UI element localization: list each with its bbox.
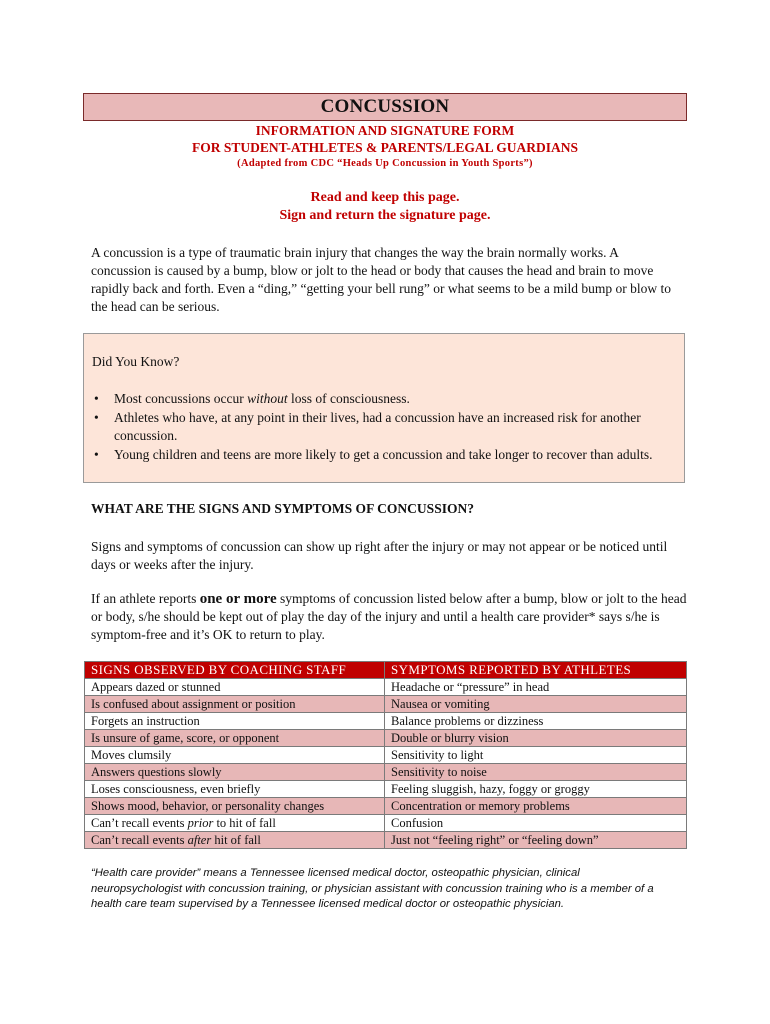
athlete-symptoms-header: SYMPTOMS REPORTED BY ATHLETES bbox=[385, 662, 687, 679]
sign-cell: Forgets an instruction bbox=[85, 713, 385, 730]
table-row bbox=[85, 696, 687, 713]
bullet-icon: • bbox=[94, 391, 99, 406]
sign-text-end: hit of fall bbox=[211, 833, 261, 847]
sign-text-end: to hit of fall bbox=[213, 816, 276, 830]
bullet-icon: • bbox=[94, 447, 99, 462]
health-care-provider-footnote: “Health care provider” means a Tennessee licensed medical doctor, osteopathic physician, clinical neuropsychologist with concussion training, or physician assistant with concussion training who is a member of a health care team supervised by a Tennessee licensed medical doctor or osteopathic physician. bbox=[91, 867, 654, 910]
table-row bbox=[85, 747, 687, 764]
instruction-read-keep: Read and keep this page. bbox=[310, 190, 460, 205]
symptom-cell: Confusion bbox=[385, 815, 687, 832]
did-you-know-callout bbox=[83, 333, 685, 483]
sign-cell: Is unsure of game, score, or opponent bbox=[85, 730, 385, 747]
table-row bbox=[85, 764, 687, 781]
table-header-row bbox=[85, 662, 687, 679]
sign-cell bbox=[85, 832, 385, 849]
bullet-icon: • bbox=[94, 410, 99, 425]
return-text-bold: one or more bbox=[199, 591, 277, 607]
sign-emphasis: after bbox=[187, 833, 212, 847]
table-row bbox=[85, 798, 687, 815]
symptom-cell: Sensitivity to noise bbox=[385, 764, 687, 781]
return-text-end: symptoms of concussion listed below after a bump, blow or jolt to the head or body, s/he should be kept out of play the day of the injury and until a health care provider* says s/he is symptom-free and it’s OK to return to play. bbox=[91, 591, 687, 642]
symptom-cell: Double or blurry vision bbox=[385, 730, 687, 747]
table-row bbox=[85, 815, 687, 832]
table-row bbox=[85, 832, 687, 849]
page-title: CONCUSSION bbox=[320, 96, 450, 117]
symptom-cell: Headache or “pressure” in head bbox=[385, 679, 687, 696]
fact-text: Young children and teens are more likely to get a concussion and take longer to recover than adults. bbox=[114, 447, 653, 462]
table-row bbox=[85, 713, 687, 730]
sign-cell: Appears dazed or stunned bbox=[85, 679, 385, 696]
return-to-play-paragraph bbox=[91, 590, 691, 644]
fact-text-start: Most concussions occur bbox=[114, 391, 248, 406]
sign-cell bbox=[85, 815, 385, 832]
symptom-cell: Sensitivity to light bbox=[385, 747, 687, 764]
sign-cell: Loses consciousness, even briefly bbox=[85, 781, 385, 798]
sign-cell: Answers questions slowly bbox=[85, 764, 385, 781]
fact-text: Athletes who have, at any point in their lives, had a concussion have an increased risk for another concussion. bbox=[114, 410, 641, 443]
sign-text-start: Can’t recall events bbox=[91, 816, 188, 830]
sign-cell: Moves clumsily bbox=[85, 747, 385, 764]
instruction-sign-return: Sign and return the signature page. bbox=[279, 208, 491, 223]
sign-emphasis: prior bbox=[187, 816, 214, 830]
list-item bbox=[92, 390, 676, 408]
symptom-cell: Balance problems or dizziness bbox=[385, 713, 687, 730]
symptom-cell: Just not “feeling right” or “feeling down” bbox=[385, 832, 687, 849]
sign-text-start: Can’t recall events bbox=[91, 833, 188, 847]
symptom-cell: Concentration or memory problems bbox=[385, 798, 687, 815]
symptom-cell: Nausea or vomiting bbox=[385, 696, 687, 713]
sign-cell: Is confused about assignment or position bbox=[85, 696, 385, 713]
list-item bbox=[92, 409, 676, 445]
form-subtitle-line1: INFORMATION AND SIGNATURE FORM bbox=[255, 123, 515, 138]
source-attribution: (Adapted from CDC “Heads Up Concussion in Youth Sports”) bbox=[237, 158, 533, 169]
table-row bbox=[85, 730, 687, 747]
symptom-cell: Feeling sluggish, hazy, foggy or groggy bbox=[385, 781, 687, 798]
table-row bbox=[85, 781, 687, 798]
intro-paragraph bbox=[91, 244, 681, 316]
coaching-signs-header: SIGNS OBSERVED BY COACHING STAFF bbox=[85, 662, 385, 679]
intro-text: A concussion is a type of traumatic brain injury that changes the way the brain normally works. A concussion is caused by a bump, blow or jolt to the head or body that causes the head and brain to move rapidly back and forth. Even a “ding,” “getting your bell rung” or what seems to be a mild bump or blow to the head can be serious. bbox=[91, 245, 671, 314]
fact-text-end: loss of consciousness. bbox=[287, 391, 410, 406]
sign-cell: Shows mood, behavior, or personality changes bbox=[85, 798, 385, 815]
table-row bbox=[85, 679, 687, 696]
did-you-know-title: Did You Know? bbox=[92, 354, 180, 369]
fact-emphasis: without bbox=[247, 391, 288, 406]
did-you-know-list bbox=[92, 390, 676, 465]
signs-symptoms-table bbox=[84, 661, 687, 849]
form-subtitle-line2: FOR STUDENT-ATHLETES & PARENTS/LEGAL GUARDIANS bbox=[191, 140, 579, 155]
signs-timing-paragraph: Signs and symptoms of concussion can show up right after the injury or may not appear or be noticed until days or weeks after the injury. bbox=[91, 539, 668, 572]
title-banner bbox=[83, 93, 687, 121]
return-text-start: If an athlete reports bbox=[91, 591, 200, 606]
list-item bbox=[92, 446, 676, 464]
signs-symptoms-heading: WHAT ARE THE SIGNS AND SYMPTOMS OF CONCUSSION? bbox=[91, 501, 474, 516]
